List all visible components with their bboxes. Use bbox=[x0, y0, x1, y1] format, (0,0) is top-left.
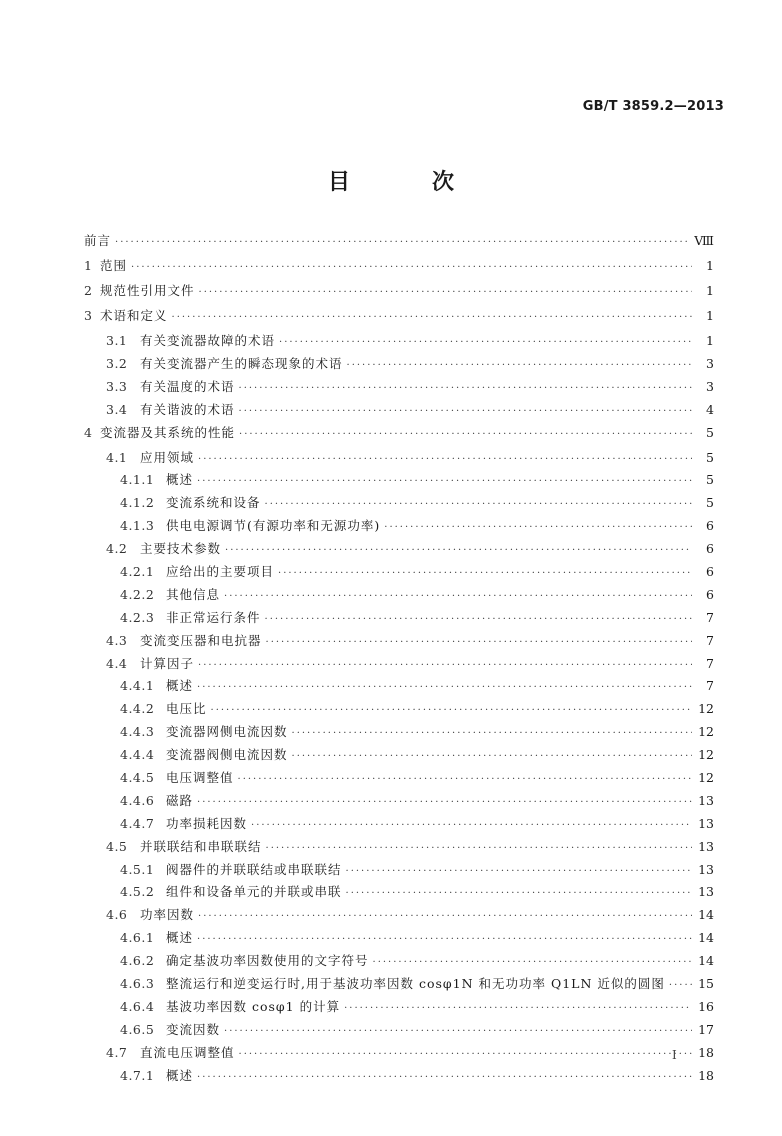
toc-entry[interactable] bbox=[84, 654, 714, 677]
dot-leader bbox=[115, 238, 690, 248]
toc-entry-title: 电压调整值 bbox=[166, 770, 234, 786]
toc-entry[interactable] bbox=[84, 676, 714, 699]
toc-entry[interactable] bbox=[84, 699, 714, 722]
toc-entry-title: 非正常运行条件 bbox=[166, 609, 261, 625]
toc-entry[interactable] bbox=[84, 631, 714, 654]
toc-entry-title: 应给出的主要项目 bbox=[166, 564, 275, 580]
toc-entry-title: 概述 bbox=[166, 678, 194, 694]
toc-entry-number: 4.7 bbox=[106, 1044, 128, 1060]
toc-entry-title: 概述 bbox=[166, 472, 194, 488]
toc-entry-page: 5 bbox=[706, 495, 714, 511]
dot-leader bbox=[197, 683, 692, 693]
toc-entry-number: 4.4.1 bbox=[120, 678, 155, 694]
toc-entry-number: 4.2.2 bbox=[120, 586, 155, 602]
toc-entry-page: 3 bbox=[706, 355, 714, 371]
toc-entry-number: 4.6 bbox=[106, 907, 128, 923]
dot-leader bbox=[278, 569, 692, 579]
toc-entry-page: 1 bbox=[706, 308, 714, 323]
toc-entry[interactable] bbox=[84, 745, 714, 768]
toc-entry-number: 3.2 bbox=[106, 355, 128, 371]
toc-entry-page: 6 bbox=[706, 541, 714, 557]
dot-leader bbox=[669, 981, 692, 991]
toc-entry-page: 13 bbox=[698, 815, 714, 831]
toc-entry-number: 4.6.2 bbox=[120, 953, 155, 969]
toc-entry[interactable] bbox=[84, 493, 714, 516]
toc-entry-title: 计算因子 bbox=[140, 655, 195, 671]
toc-entry-number: 4.5.2 bbox=[120, 884, 155, 900]
dot-leader bbox=[225, 546, 692, 556]
dot-leader bbox=[198, 661, 692, 671]
toc-entry-title: 概述 bbox=[166, 1067, 194, 1083]
toc-entry-page: 6 bbox=[706, 564, 714, 580]
toc-entry-title: 变流器网侧电流因数 bbox=[166, 724, 288, 740]
dot-leader bbox=[197, 1073, 692, 1083]
toc-entry-title: 术语和定义 bbox=[100, 308, 168, 323]
toc-entry[interactable] bbox=[84, 791, 714, 814]
table-of-contents bbox=[84, 231, 714, 1089]
toc-entry-page: 6 bbox=[706, 518, 714, 534]
toc-entry[interactable] bbox=[84, 997, 714, 1020]
toc-entry-title: 规范性引用文件 bbox=[100, 283, 195, 298]
standard-number: GB/T 3859.2—2013 bbox=[582, 99, 724, 114]
dot-leader bbox=[197, 935, 692, 945]
toc-entry-page: 3 bbox=[706, 378, 714, 394]
toc-entry-title: 范围 bbox=[100, 258, 128, 273]
toc-entry[interactable] bbox=[84, 256, 714, 281]
toc-entry-page: 12 bbox=[698, 747, 714, 763]
toc-entry-number: 3.3 bbox=[106, 378, 128, 394]
toc-entry[interactable] bbox=[84, 423, 714, 448]
page-number: Ⅰ bbox=[672, 1048, 677, 1062]
toc-entry-number: 4.6.3 bbox=[120, 976, 155, 992]
toc-entry-title: 前言 bbox=[84, 233, 112, 248]
toc-entry[interactable] bbox=[84, 448, 714, 471]
toc-entry-page: 12 bbox=[698, 770, 714, 786]
toc-entry-page: 7 bbox=[706, 678, 714, 694]
toc-entry-number: 3.4 bbox=[106, 401, 128, 417]
dot-leader bbox=[172, 313, 692, 323]
toc-entry-title: 变流系统和设备 bbox=[166, 495, 261, 511]
dot-leader bbox=[131, 263, 692, 273]
toc-entry-number: 4.2 bbox=[106, 541, 128, 557]
toc-entry-title: 整流运行和逆变运行时,用于基波功率因数 cosφ1N 和无功功率 Q1LN 近似的圆图 bbox=[166, 976, 665, 992]
toc-entry[interactable] bbox=[84, 1066, 714, 1089]
toc-entry-number: 4.6.4 bbox=[120, 998, 155, 1014]
toc-entry-number: 4.1.3 bbox=[120, 518, 155, 534]
toc-entry-number: 2 bbox=[84, 283, 93, 298]
dot-leader bbox=[265, 500, 692, 510]
toc-entry-number: 1 bbox=[84, 258, 93, 273]
toc-entry[interactable] bbox=[84, 281, 714, 306]
toc-entry[interactable] bbox=[84, 306, 714, 331]
dot-leader bbox=[279, 338, 692, 348]
dot-leader bbox=[266, 844, 692, 854]
toc-entry-page: 7 bbox=[706, 632, 714, 648]
dot-leader bbox=[384, 523, 692, 533]
toc-entry-title: 有关变流器产生的瞬态现象的术语 bbox=[140, 355, 343, 371]
toc-entry[interactable] bbox=[84, 470, 714, 493]
toc-entry[interactable] bbox=[84, 860, 714, 883]
toc-entry-number: 4.4.4 bbox=[120, 747, 155, 763]
dot-leader bbox=[266, 638, 692, 648]
toc-entry-title: 组件和设备单元的并联或串联 bbox=[166, 884, 342, 900]
toc-entry-page: 13 bbox=[698, 884, 714, 900]
dot-leader bbox=[211, 706, 692, 716]
toc-entry-page: 1 bbox=[706, 258, 714, 273]
toc-entry[interactable] bbox=[84, 768, 714, 791]
toc-entry-page: 1 bbox=[706, 333, 714, 348]
toc-entry-page: Ⅷ bbox=[694, 233, 714, 248]
dot-leader bbox=[344, 1004, 692, 1014]
toc-entry-page: 5 bbox=[706, 472, 714, 488]
toc-entry[interactable] bbox=[84, 516, 714, 539]
toc-entry-number: 4.1.1 bbox=[120, 472, 155, 488]
toc-entry-title: 其他信息 bbox=[166, 586, 221, 602]
toc-entry-page: 13 bbox=[698, 838, 714, 854]
toc-entry-title: 基波功率因数 cosφ1 的计算 bbox=[166, 998, 341, 1014]
toc-entry[interactable] bbox=[84, 882, 714, 905]
toc-entry-title: 并联联结和串联联结 bbox=[140, 838, 262, 854]
toc-entry-page: 14 bbox=[698, 953, 714, 969]
dot-leader bbox=[251, 821, 692, 831]
toc-entry[interactable] bbox=[84, 1020, 714, 1043]
toc-entry-page: 13 bbox=[698, 861, 714, 877]
dot-leader bbox=[198, 455, 692, 465]
dot-leader bbox=[199, 288, 692, 298]
dot-leader bbox=[265, 615, 692, 625]
toc-entry-number: 3.1 bbox=[106, 333, 128, 348]
toc-entry-page: 7 bbox=[706, 655, 714, 671]
toc-entry[interactable] bbox=[84, 331, 714, 354]
toc-entry-title: 供电电源调节(有源功率和无源功率) bbox=[166, 518, 381, 534]
dot-leader bbox=[197, 798, 692, 808]
toc-entry-title: 有关变流器故障的术语 bbox=[140, 333, 276, 348]
dot-leader bbox=[347, 361, 692, 371]
toc-entry-title: 功率损耗因数 bbox=[166, 815, 248, 831]
toc-entry-page: 12 bbox=[698, 724, 714, 740]
toc-entry-number: 4.2.3 bbox=[120, 609, 155, 625]
toc-entry[interactable] bbox=[84, 1043, 714, 1066]
toc-entry[interactable] bbox=[84, 585, 714, 608]
dot-leader bbox=[197, 477, 692, 487]
dot-leader bbox=[224, 1027, 692, 1037]
dot-leader bbox=[238, 775, 692, 785]
toc-entry[interactable] bbox=[84, 928, 714, 951]
toc-entry-page: 14 bbox=[698, 907, 714, 923]
toc-entry-page: 5 bbox=[706, 424, 714, 440]
toc-entry-page: 1 bbox=[706, 283, 714, 298]
toc-entry-number: 4.4.3 bbox=[120, 724, 155, 740]
toc-entry-title: 变流因数 bbox=[166, 1021, 221, 1037]
toc-entry-page: 4 bbox=[706, 401, 714, 417]
toc-entry-page: 18 bbox=[698, 1067, 714, 1083]
toc-entry-number: 4.4 bbox=[106, 655, 128, 671]
toc-entry-page: 13 bbox=[698, 792, 714, 808]
dot-leader bbox=[239, 430, 692, 440]
toc-entry[interactable] bbox=[84, 377, 714, 400]
dot-leader bbox=[292, 729, 692, 739]
dot-leader bbox=[198, 912, 692, 922]
toc-entry-page: 14 bbox=[698, 930, 714, 946]
toc-entry-title: 阀器件的并联联结或串联联结 bbox=[166, 861, 342, 877]
toc-entry-number: 4.5.1 bbox=[120, 861, 155, 877]
toc-entry-page: 16 bbox=[698, 998, 714, 1014]
toc-entry[interactable] bbox=[84, 354, 714, 377]
dot-leader bbox=[239, 384, 692, 394]
toc-entry-page: 17 bbox=[698, 1021, 714, 1037]
toc-entry-number: 4 bbox=[84, 424, 93, 440]
toc-entry[interactable] bbox=[84, 400, 714, 423]
toc-entry-number: 4.4.5 bbox=[120, 770, 155, 786]
toc-entry-title: 主要技术参数 bbox=[140, 541, 222, 557]
toc-entry-title: 变流变压器和电抗器 bbox=[140, 632, 262, 648]
toc-entry-number: 4.5 bbox=[106, 838, 128, 854]
toc-entry[interactable] bbox=[84, 974, 714, 997]
toc-entry-number: 4.4.2 bbox=[120, 701, 155, 717]
toc-entry-number: 4.4.7 bbox=[120, 815, 155, 831]
dot-leader bbox=[224, 592, 692, 602]
toc-entry-number: 4.2.1 bbox=[120, 564, 155, 580]
toc-entry-number: 3 bbox=[84, 308, 93, 323]
toc-entry-page: 15 bbox=[698, 976, 714, 992]
toc-entry[interactable] bbox=[84, 814, 714, 837]
toc-entry-number: 4.3 bbox=[106, 632, 128, 648]
toc-entry-number: 4.4.6 bbox=[120, 792, 155, 808]
toc-entry[interactable] bbox=[84, 231, 714, 256]
toc-entry-title: 变流器及其系统的性能 bbox=[100, 424, 236, 440]
toc-entry-title: 直流电压调整值 bbox=[140, 1044, 235, 1060]
toc-entry[interactable] bbox=[84, 539, 714, 562]
toc-entry[interactable] bbox=[84, 722, 714, 745]
toc-entry-title: 有关温度的术语 bbox=[140, 378, 235, 394]
toc-entry-number: 4.6.1 bbox=[120, 930, 155, 946]
dot-leader bbox=[346, 889, 692, 899]
toc-entry-title: 概述 bbox=[166, 930, 194, 946]
dot-leader bbox=[239, 407, 692, 417]
dot-leader bbox=[239, 1050, 692, 1060]
toc-entry-title: 功率因数 bbox=[140, 907, 195, 923]
toc-entry-page: 18 bbox=[698, 1044, 714, 1060]
toc-entry-number: 4.1.2 bbox=[120, 495, 155, 511]
toc-entry-page: 5 bbox=[706, 449, 714, 465]
toc-entry-title: 确定基波功率因数使用的文字符号 bbox=[166, 953, 369, 969]
dot-leader bbox=[373, 958, 692, 968]
toc-entry-number: 4.7.1 bbox=[120, 1067, 155, 1083]
toc-entry-title: 变流器阀侧电流因数 bbox=[166, 747, 288, 763]
toc-entry-title: 有关谐波的术语 bbox=[140, 401, 235, 417]
toc-entry-number: 4.6.5 bbox=[120, 1021, 155, 1037]
dot-leader bbox=[346, 867, 692, 877]
toc-entry[interactable] bbox=[84, 905, 714, 928]
page-title: 目 次 bbox=[327, 170, 484, 195]
toc-entry-title: 电压比 bbox=[166, 701, 207, 717]
toc-entry-title: 磁路 bbox=[166, 792, 194, 808]
toc-entry-page: 12 bbox=[698, 701, 714, 717]
toc-entry-number: 4.1 bbox=[106, 449, 128, 465]
toc-entry[interactable] bbox=[84, 562, 714, 585]
toc-entry-page: 6 bbox=[706, 586, 714, 602]
toc-entry-title: 应用领域 bbox=[140, 449, 195, 465]
toc-entry[interactable] bbox=[84, 837, 714, 860]
toc-entry[interactable] bbox=[84, 951, 714, 974]
dot-leader bbox=[292, 752, 692, 762]
toc-entry[interactable] bbox=[84, 608, 714, 631]
toc-entry-page: 7 bbox=[706, 609, 714, 625]
